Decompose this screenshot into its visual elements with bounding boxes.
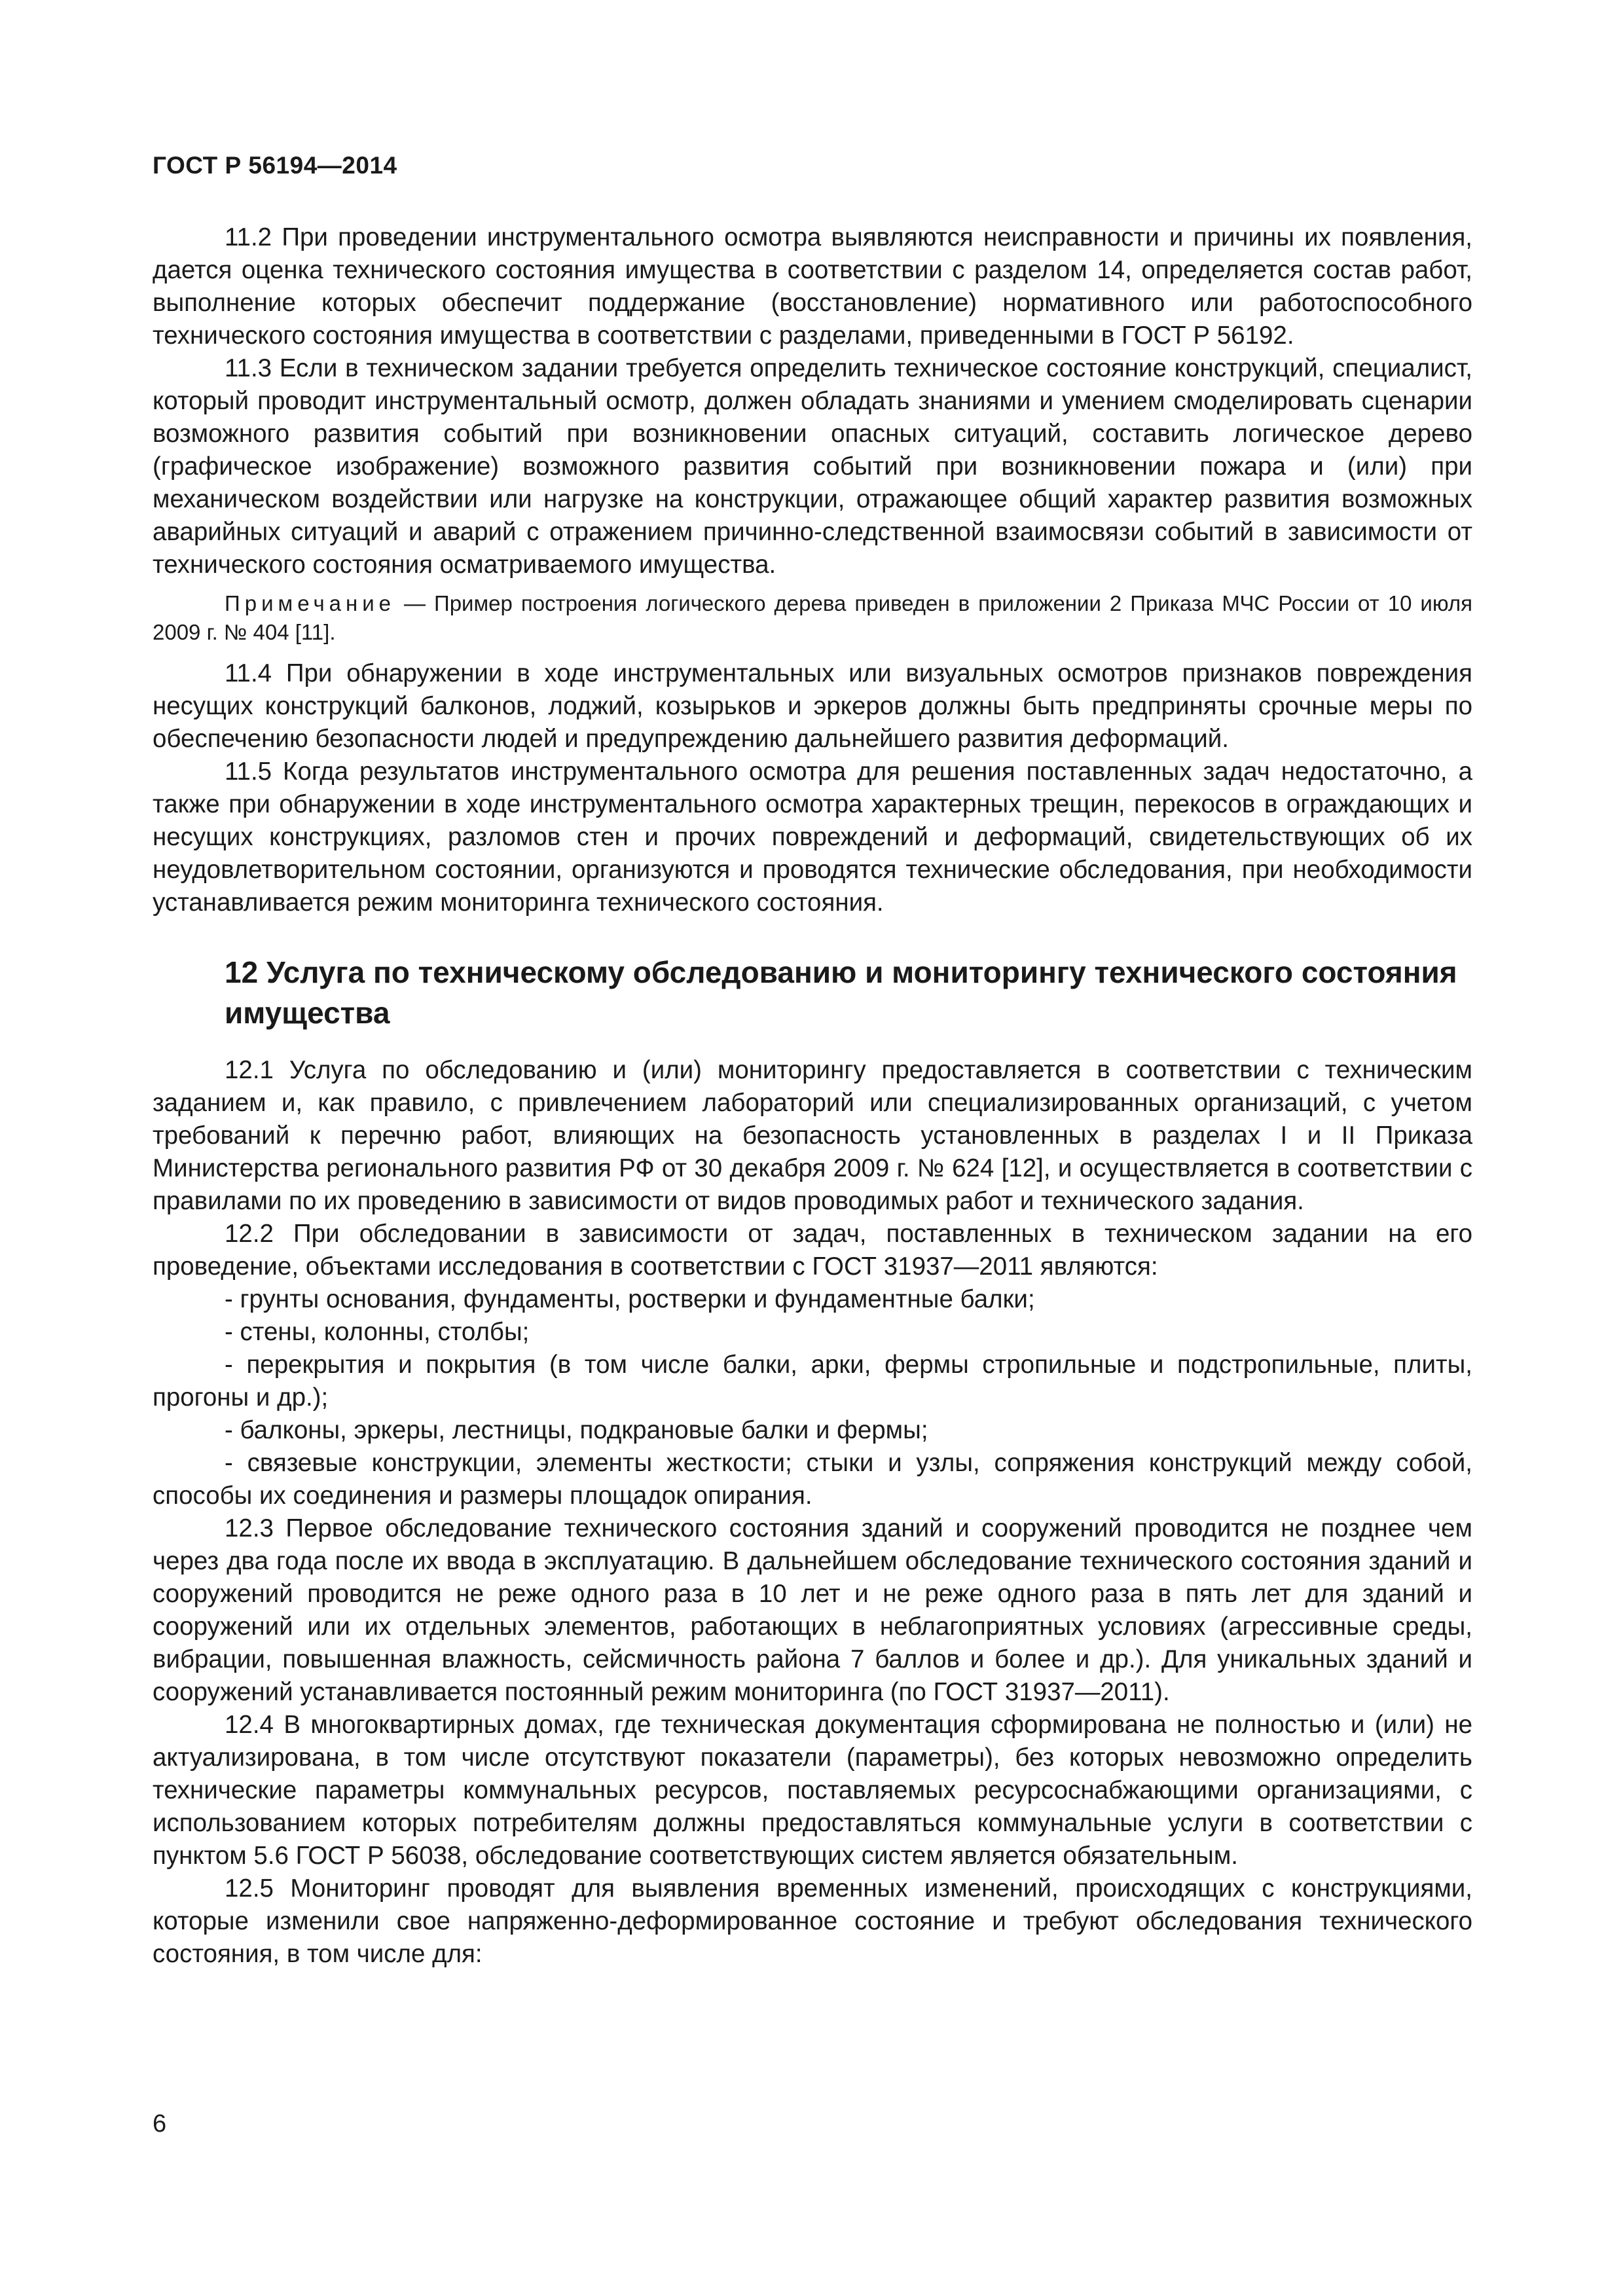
list-item: - грунты основания, фундаменты, ростверки и фундаментные балки;: [225, 1285, 1035, 1313]
page-number: 6: [153, 2110, 167, 2138]
section-12-heading: 12 Услуга по техническому обследованию и мониторингу технического состояния имущества: [225, 955, 1457, 1030]
paragraph-12-4: 12.4 В многоквартирных домах, где техническая документация сформирована не полностью и (или) не актуализирована, в том числе отсутствуют показатели (параметры), без которых невозможно определить технические параметры коммунальных ресурсов, поставляемых ресурсоснабжающими организациями, с использованием которых потребителям должны предоставляться коммунальные услуги в соответствии с пунктом 5.6 ГОСТ Р 56038, обследование соответствующих систем является обязательным.: [153, 1711, 1472, 1870]
paragraph-12-2: 12.2 При обследовании в зависимости от задач, поставленных в техническом задании на его проведение, объектами исследования в соответствии с ГОСТ 31937—2011 являются:: [153, 1220, 1472, 1281]
document-body: [153, 221, 1472, 1971]
paragraph-12-5: 12.5 Мониторинг проводят для выявления временных изменений, происходящих с конструкциями, которые изменили свое напряженно-деформированное состояние и требуют обследования технического состояния, в том числе для:: [153, 1874, 1472, 1968]
list-item: - перекрытия и покрытия (в том числе балки, арки, фермы стропильные и подстропильные, плиты, прогоны и др.);: [153, 1351, 1472, 1412]
paragraph-11-5: 11.5 Когда результатов инструментального осмотра для решения поставленных задач недостаточно, а также при обнаружении в ходе инструментального осмотра характерных трещин, перекосов в ограждающих и несущих конструкциях, разломов стен и прочих повреждений и деформаций, свидетельствующих об их неудовлетворительном состоянии, организуются и проводятся технические обследования, при необходимости устанавливается режим мониторинга технического состояния.: [153, 757, 1472, 917]
paragraph-11-2: 11.2 При проведении инструментального осмотра выявляются неисправности и причины их появления, дается оценка технического состояния имущества в соответствии с разделом 14, определяется состав работ, выполнение которых обеспечит поддержание (восстановление) нормативного или работоспособного технического состояния имущества в соответствии с разделами, приведенными в ГОСТ Р 56192.: [153, 223, 1472, 350]
paragraph-11-3: 11.3 Если в техническом задании требуется определить техническое состояние конструкций, специалист, который проводит инструментальный осмотр, должен обладать знаниями и умением смоделировать сценарии возможного развития событий при возникновении опасных ситуаций, составить логическое дерево (графическое изображение) возможного развития событий при возникновении пожара и (или) при механическом воздействии или нагрузке на конструкции, отражающее общий характер развития возможных аварийных ситуаций и аварий с отражением причинно-следственной взаимосвязи событий в зависимости от технического состояния осматриваемого имущества.: [153, 354, 1472, 579]
note-text: — Пример построения логического дерева приведен в приложении 2 Приказа МЧС России от 10 июля 2009 г. № 404 [11].: [153, 591, 1472, 644]
list-item: - стены, колонны, столбы;: [225, 1318, 530, 1346]
note-label: Примечание: [225, 591, 396, 615]
note: [153, 589, 1472, 647]
paragraph-12-3: 12.3 Первое обследование технического состояния зданий и сооружений проводится не позднее чем через два года после их ввода в эксплуатацию. В дальнейшем обследование технического состояния зданий и сооружений проводится не реже одного раза в 10 лет и не реже одного раза в пять лет для зданий и сооружений или их отдельных элементов, работающих в неблагоприятных условиях (агрессивные среды, вибрации, повышенная влажность, сейсмичность района 7 баллов и более и др.). Для уникальных зданий и сооружений устанавливается постоянный режим мониторинга (по ГОСТ 31937—2011).: [153, 1514, 1472, 1706]
document-header: ГОСТ Р 56194—2014: [153, 152, 397, 179]
list-item: - балконы, эркеры, лестницы, подкрановые балки и фермы;: [225, 1416, 928, 1444]
list-item: - связевые конструкции, элементы жесткости; стыки и узлы, сопряжения конструкций между собой, способы их соединения и размеры площадок опирания.: [153, 1449, 1472, 1510]
paragraph-12-1: 12.1 Услуга по обследованию и (или) мониторингу предоставляется в соответствии с техническим заданием и, как правило, с привлечением лабораторий или специализированных организаций, с учетом требований к перечню работ, влияющих на безопасность установленных в разделах I и II Приказа Министерства регионального развития РФ от 30 декабря 2009 г. № 624 [12], и осуществляется в соответствии с правилами по их проведению в зависимости от видов проводимых работ и технического задания.: [153, 1056, 1472, 1215]
paragraph-11-4: 11.4 При обнаружении в ходе инструментальных или визуальных осмотров признаков повреждения несущих конструкций балконов, лоджий, козырьков и эркеров должны быть предприняты срочные меры по обеспечению безопасности людей и предупреждению дальнейшего развития деформаций.: [153, 659, 1472, 753]
